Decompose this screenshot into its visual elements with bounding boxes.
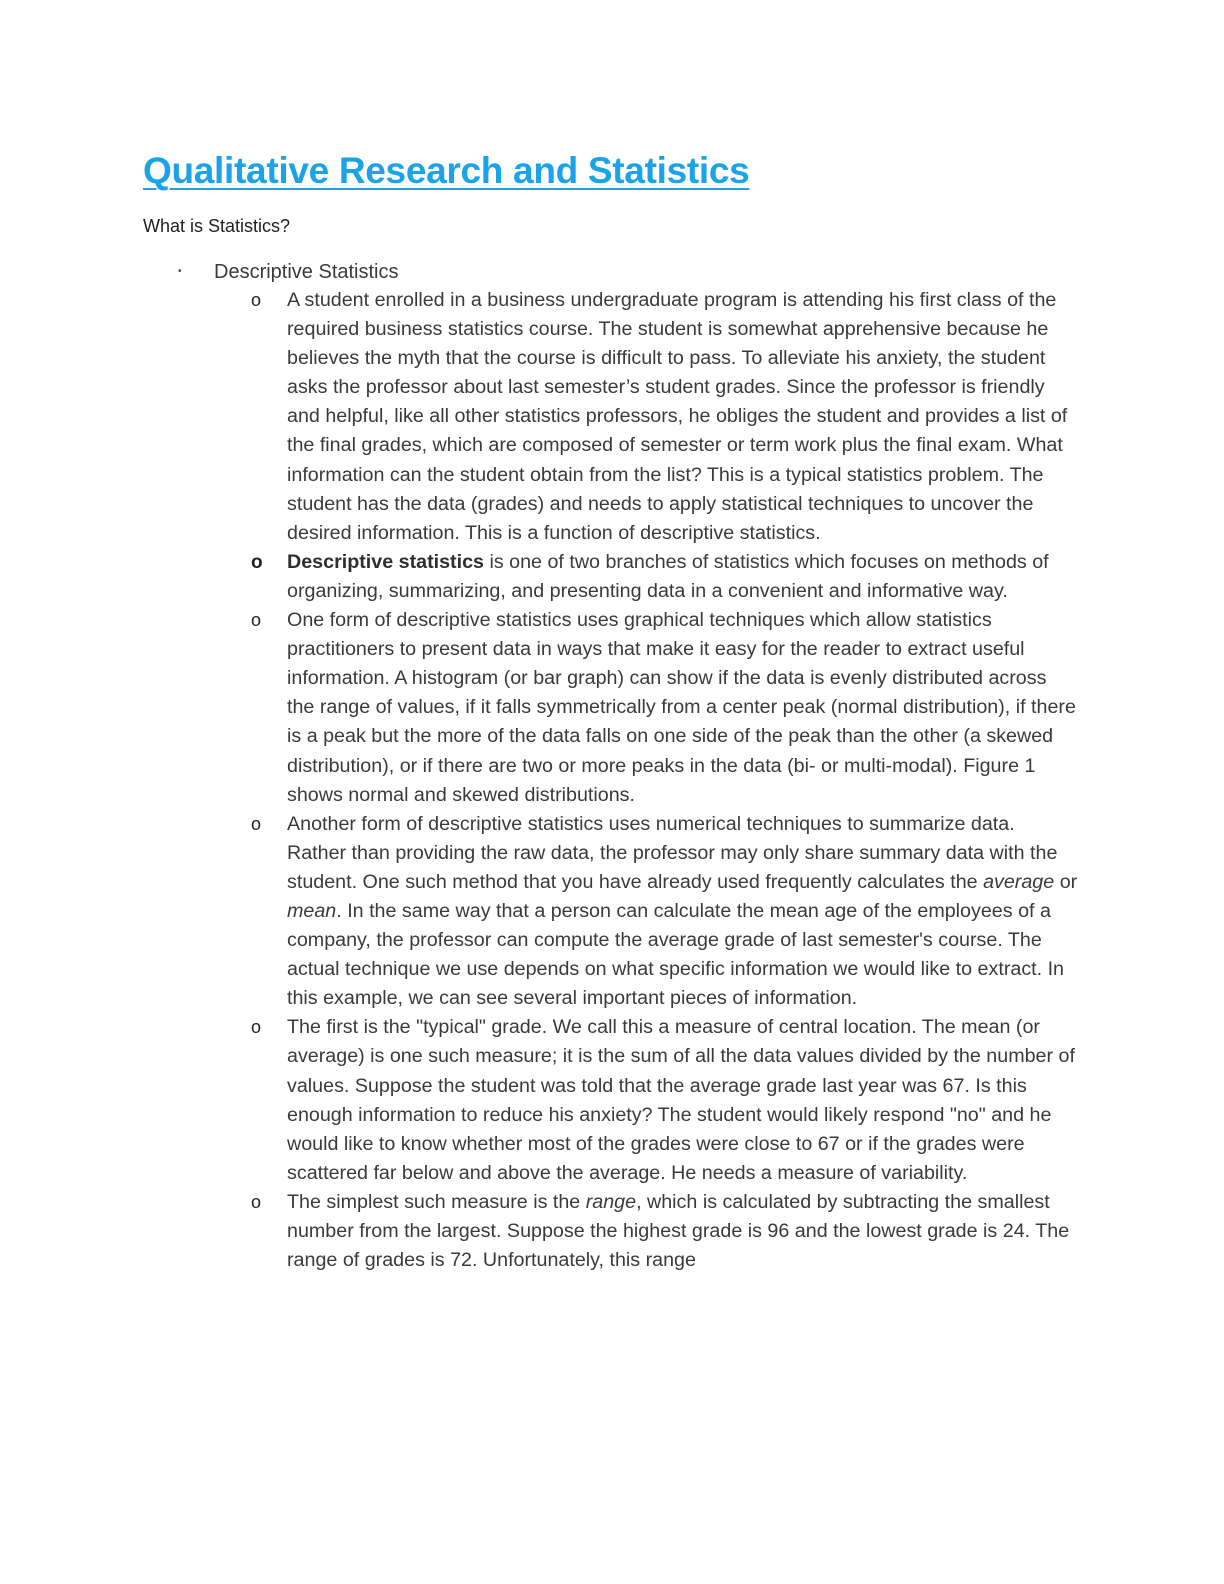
text-run: or bbox=[1054, 870, 1078, 893]
text-run: The first is the "typical" grade. We call this a measure of central location. The mean (or average) is one such measure; it is the sum of all the data values divided by the number of values. Suppose the student was told that the average grade last year was 67. Is this enough information to reduce his anxiety? The student would likely respond "no" and he would like to know whether most of the grades were close to 67 or if the grades were scattered far below and above the average. He needs a measure of variability. bbox=[287, 1016, 1075, 1184]
sub-bullet-icon: o bbox=[251, 1017, 262, 1038]
text-run: is one of two branches of statistics which focuses on methods of organizing, summarizing, and presenting data in a convenient and informative way. bbox=[287, 550, 1049, 602]
paragraph-text bbox=[287, 810, 1079, 1014]
list-item bbox=[249, 606, 1079, 810]
list-item-descriptive-statistics bbox=[178, 258, 1078, 286]
list-item-label: Descriptive Statistics bbox=[214, 261, 399, 283]
section-heading: What is Statistics? bbox=[143, 216, 291, 236]
italic-term: range bbox=[585, 1190, 637, 1213]
paragraph-text bbox=[287, 548, 1079, 606]
text-run: One form of descriptive statistics uses graphical techniques which allow statistics practitioners to present data in ways that make it easy for the reader to extract useful information. A histogram (or bar graph) can show if the data is evenly distributed across the range of values, if it falls symmetrically from a center peak (normal distribution), if there is a peak but the more of the data falls on one side of the peak than the other (a skewed distribution), or if there are two or more peaks in the data (bi- or multi-modal). Figure 1 shows normal and skewed distributions. bbox=[287, 609, 1076, 806]
text-run: , which is calculated by subtracting the smallest number from the largest. Suppose the highest grade is 96 and the lowest grade is 24. The range of grades is 72. Unfortunately, this range bbox=[287, 1190, 1070, 1272]
sub-bullet-icon: o bbox=[251, 610, 262, 631]
italic-term: mean bbox=[287, 899, 337, 922]
paragraph-text bbox=[287, 1188, 1079, 1275]
text-run: Another form of descriptive statistics uses numerical techniques to summarize data. Rather than providing the raw data, the professor may only share summary data with the student. One such method that you have already used frequently calculates the bbox=[287, 812, 1058, 893]
sub-bullet-list bbox=[249, 286, 1079, 1275]
list-item bbox=[249, 1188, 1079, 1275]
bullet-list bbox=[178, 258, 1078, 286]
list-item bbox=[249, 810, 1079, 1014]
page-title[interactable]: Qualitative Research and Statistics bbox=[143, 150, 750, 191]
sub-bullet-icon: o bbox=[251, 1191, 262, 1212]
sub-bullet-icon: o bbox=[251, 551, 263, 573]
sub-bullet-icon: o bbox=[251, 290, 262, 310]
list-item bbox=[249, 286, 1079, 548]
list-item bbox=[249, 548, 1079, 606]
text-run: The simplest such measure is the bbox=[287, 1190, 586, 1213]
text-run: . In the same way that a person can calculate the mean age of the employees of a company, the professor can compute the average grade of last semester's course. The actual technique we use depends on what specific information we would like to extract. In this example, we can see several important pieces of information. bbox=[287, 899, 1065, 1010]
list-item bbox=[249, 1013, 1079, 1188]
sub-bullet-icon: o bbox=[251, 813, 262, 834]
paragraph-text bbox=[287, 606, 1079, 810]
text-run: A student enrolled in a business undergraduate program is attending his first class of the required business statistics course. The student is somewhat apprehensive because he believes the myth that the course is difficult to pass. To alleviate his anxiety, the student asks the professor about last semester’s student grades. Since the professor is friendly and helpful, like all other statistics professors, he obliges the student and provides a list of the final grades, which are composed of semester or term work plus the final exam. What information can the student obtain from the list? This is a typical statistics problem. The student has the data (grades) and needs to apply statistical techniques to uncover the desired information. This is a function of descriptive statistics. bbox=[287, 289, 1068, 544]
paragraph-text bbox=[287, 1013, 1079, 1188]
italic-term: average bbox=[983, 870, 1055, 893]
bullet-icon: • bbox=[178, 266, 182, 277]
bold-term: Descriptive statistics bbox=[287, 550, 484, 573]
paragraph-text bbox=[287, 286, 1079, 548]
